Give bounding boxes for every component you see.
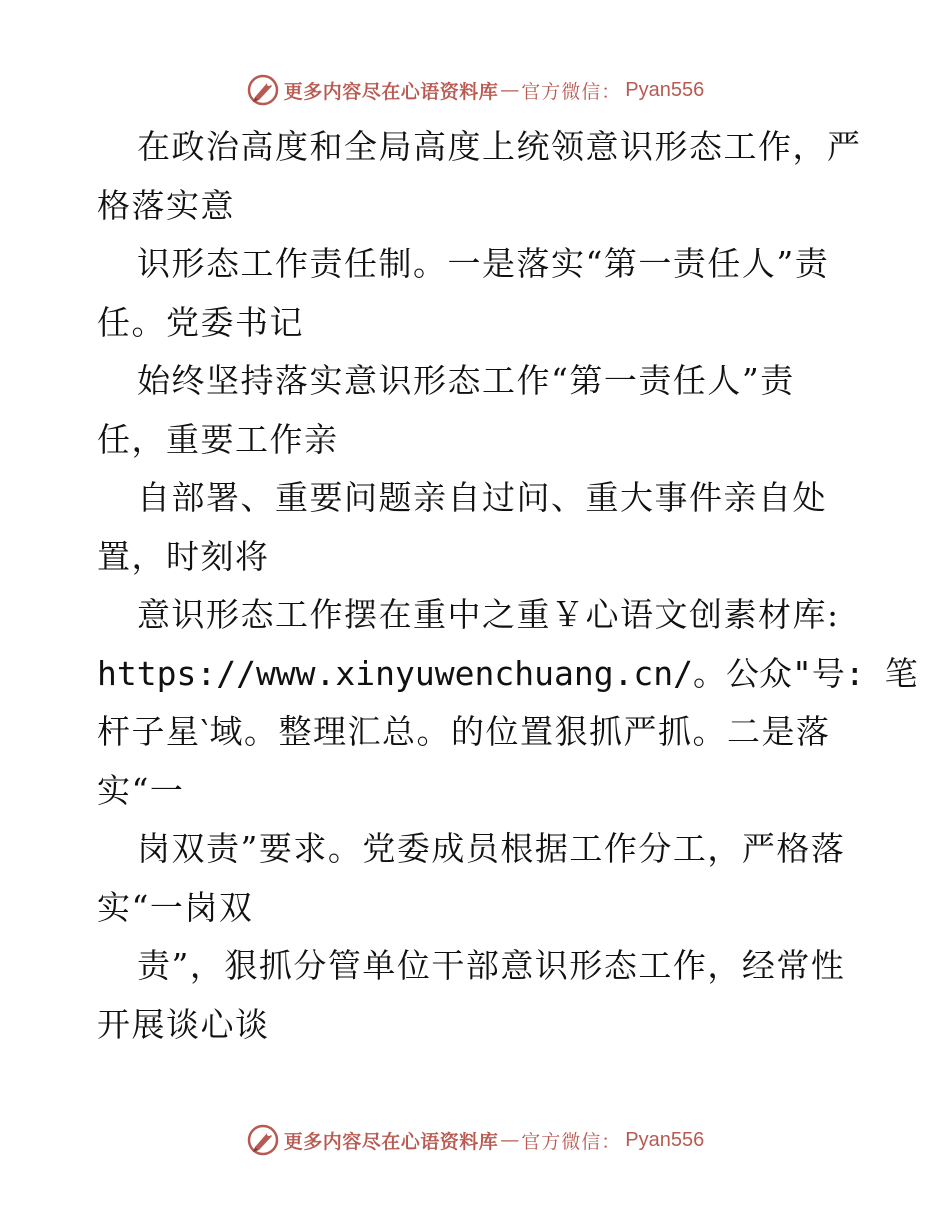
body-line: 岗双责”要求。党委成员根据工作分工，严格落 (137, 829, 846, 868)
body-line: 杆子星‵域。整理汇总。的位置狠抓严抓。二是落 (97, 712, 831, 751)
body-line: 意识形态工作摆在重中之重￥心语文创素材库: (137, 595, 840, 634)
body-line: 识形态工作责任制。一是落实“第一责任人”责 (137, 244, 830, 283)
body-line: 开展谈心谈 (97, 1004, 270, 1044)
banner-dash: — (500, 1129, 520, 1151)
wechat-label: 官方微信： (521, 1130, 622, 1153)
logo-icon (246, 1123, 280, 1157)
header-banner (0, 70, 950, 110)
banner-dash: — (500, 79, 520, 101)
body-line: 格落实意 (97, 185, 235, 225)
body-line: 在政治高度和全局高度上统领意识形态工作，严 (137, 127, 862, 166)
body-line: 任，重要工作亲 (97, 419, 339, 459)
footer-banner (0, 1120, 950, 1160)
body-line: 置，时刻将 (97, 536, 270, 576)
promo-text: 更多内容尽在心语资料库 (283, 1130, 499, 1153)
body-line-url: https://www.xinyuwenchuang.cn/。公众"号: 笔 (97, 653, 918, 693)
wechat-label: 官方微信： (521, 80, 622, 103)
body-line: 实“一岗双 (97, 887, 254, 927)
body-line: 始终坚持落实意识形态工作“第一责任人”责 (137, 361, 795, 400)
promo-text: 更多内容尽在心语资料库 (283, 80, 499, 103)
body-line: 实“一 (97, 770, 185, 810)
document-body (97, 118, 918, 1054)
logo-icon (246, 73, 280, 107)
wechat-id: Pyan556 (625, 1128, 705, 1151)
body-line: 责”，狠抓分管单位干部意识形态工作，经常性 (137, 946, 846, 985)
body-line: 任。党委书记 (97, 302, 304, 342)
body-line: 自部署、重要问题亲自过问、重大事件亲自处 (137, 478, 827, 517)
wechat-id: Pyan556 (625, 78, 705, 101)
